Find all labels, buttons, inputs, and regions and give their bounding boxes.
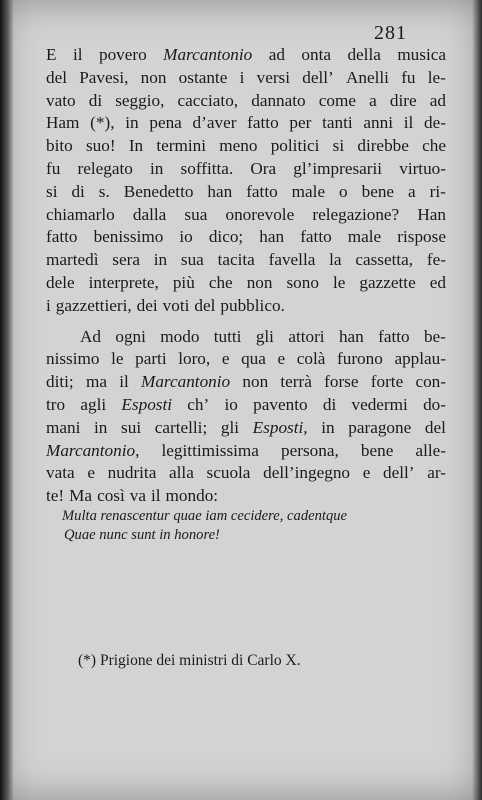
word: be- [423,326,446,346]
word: parti [135,349,167,369]
word: tanti [322,113,353,133]
word: Esposti, [252,417,308,437]
word: pavento [253,394,308,414]
word: va [129,486,146,506]
word: Ma [69,486,93,506]
word: i [46,295,51,315]
word: io [179,227,193,247]
word: agli [80,394,107,414]
word: termini [156,136,207,156]
word: sera [112,250,140,270]
page-number: 281 [374,22,407,44]
word: del [424,417,446,437]
paragraph-1 [46,44,446,318]
word: Ora [250,158,277,178]
word: dalla [132,204,167,224]
word: fatto [246,181,278,201]
word: a [408,181,416,201]
text-line [46,135,446,158]
word: di [71,181,85,201]
word: qua [241,349,266,369]
text-line [46,326,446,349]
word: fatto [46,227,78,247]
word: il [403,113,414,133]
word: ar- [427,463,446,483]
word: voti [162,295,190,315]
word: della [347,45,381,64]
paragraph-2 [46,326,446,508]
word: Marcantonio [141,372,231,392]
word: che [208,272,233,292]
word: le [111,349,124,369]
quote-line: Quae nunc sunt in honore! [64,527,220,543]
word: e [277,349,286,369]
word: fatto [300,227,332,247]
word: in [150,158,164,178]
word: dell’ [302,67,334,87]
word: pena [149,113,182,133]
word: in [153,250,168,270]
word: persona, [281,440,339,460]
word: Marcantonio [163,45,253,64]
word: tutti [213,326,242,346]
word: cacciato, [177,90,239,110]
word: sua [180,250,204,270]
word: do- [423,394,446,414]
word: male [347,227,382,247]
word: si [46,181,58,201]
word: così [97,486,125,506]
word: direbbe [357,136,409,156]
word: interprete, [88,272,159,292]
word: Ad [80,326,102,346]
word: del [46,67,67,87]
word: ma [85,372,107,392]
text-line [46,394,446,417]
word: Benedetto [123,181,194,201]
word: paragone [348,417,412,437]
quote-line: Multa renascentur quae iam cecidere, cadentque [62,508,348,524]
text-line [46,462,446,485]
word: fatto [378,326,410,346]
text-line [46,295,446,318]
word: del [194,295,216,315]
word: gli [220,417,240,437]
word: bene [360,440,394,460]
word: le- [427,67,446,87]
word: vato [46,90,76,110]
word: In [128,136,144,156]
word: versi [256,67,291,87]
word: Esposti [121,394,173,414]
word: ad [429,90,446,110]
word: non [242,372,269,392]
word: di [88,90,103,110]
word: il [150,486,161,506]
latin-quotation [62,507,402,545]
text-line [46,67,446,90]
word: e [362,463,371,483]
word: nissimo [46,349,100,369]
word: applau- [394,349,446,369]
text-line [46,112,446,135]
word: il [119,372,129,392]
word: rispose [397,227,446,247]
word: politici [270,136,320,156]
word: han [259,227,285,247]
word: bito [46,136,73,156]
word: forte [370,372,404,392]
word: dell’ [383,463,415,483]
word: sono [286,272,319,292]
word: musica [397,45,446,64]
word: fatto [247,113,279,133]
word: vata [46,463,75,483]
word: ch’ [187,394,210,414]
word: scuola [206,463,251,483]
word: virtuo- [399,158,446,178]
word: gl’impresarii [293,158,383,178]
word: (*), [90,113,115,133]
text-line [46,417,446,440]
word: de- [424,113,446,133]
word: forse [324,372,359,392]
word: soffitta. [180,158,234,178]
word: i [239,67,245,87]
word: d’aver [192,113,237,133]
word: tacita [217,250,255,270]
text-line [46,249,446,272]
word: modo [160,326,200,346]
word: Ham [46,113,80,133]
text-line [46,158,446,181]
word: fu [46,158,61,178]
word: han [338,326,364,346]
word: il [72,45,83,64]
word: furono [337,349,383,369]
word: dele [46,272,75,292]
word: Pavesi, [79,67,129,87]
word: attori [288,326,325,346]
word: gli [255,326,274,346]
word: benissimo [93,227,164,247]
word: chiamarlo [46,204,115,224]
word: più [172,272,195,292]
word: male [291,181,326,201]
text-line [46,348,446,371]
word: di [322,394,337,414]
word: relegato [77,158,133,178]
word: E [46,45,57,64]
word: suo! [85,136,116,156]
word: le [332,272,346,292]
body-text [46,44,446,508]
word: cartelli; [154,417,208,437]
word: Marcantonio, [46,440,140,460]
word: a [369,90,377,110]
word: relegazione? [312,204,400,224]
word: ogni [115,326,146,346]
text-line [46,226,446,249]
word: fu [401,67,416,87]
page-binding-shadow [0,0,14,800]
word: in [94,417,108,437]
text-line [46,272,446,295]
word: mani [46,417,81,437]
word: favella [268,250,316,270]
word: e [87,463,95,483]
word: alla [169,463,194,483]
word: non [246,272,273,292]
word: loro, [178,349,211,369]
word: anni [363,113,393,133]
word: meno [219,136,258,156]
word: per [289,113,312,133]
word: dei [136,295,158,315]
word: han [207,181,233,201]
word: Han [417,204,446,224]
word: con- [415,372,446,392]
word: nudrita [107,463,157,483]
word: che [422,136,446,156]
word: come [318,90,357,110]
word: povero [98,45,147,64]
text-line [46,44,446,67]
word: ed [429,272,446,292]
word: alle- [415,440,446,460]
word: onta [301,45,331,64]
text-line [46,90,446,113]
word: colà [296,349,326,369]
word: tro [46,394,66,414]
text-line [46,440,446,463]
word: mondo: [165,486,219,506]
word: in [125,113,139,133]
word: s. [98,181,110,201]
word: non [140,67,167,87]
text-line [46,485,446,508]
word: ri- [429,181,446,201]
word: cassetta, [355,250,414,270]
word: te! [46,486,65,506]
word: onorevole [225,204,295,224]
word: in [321,417,335,437]
word: si [332,136,345,156]
word: dire [389,90,417,110]
word: diti; [46,372,74,392]
word: terrà [280,372,312,392]
footnote: (*) Prigione dei ministri di Carlo X. [78,652,301,669]
word: sua [184,204,208,224]
word: martedì [46,250,99,270]
word: pubblico. [220,295,285,315]
word: e [221,349,230,369]
word: la [329,250,342,270]
word: bene [361,181,395,201]
word: legittimissima [161,440,259,460]
word: dico; [208,227,244,247]
text-line [46,371,446,394]
word: sui [121,417,142,437]
word: dannato [251,90,306,110]
text-line [46,181,446,204]
word: Anelli [345,67,389,87]
word: gazzettieri, [55,295,132,315]
word: ostante [178,67,228,87]
text-line [46,204,446,227]
word: io [224,394,238,414]
word: seggio, [115,90,165,110]
word: vedermi [351,394,408,414]
page-edge-shadow [472,0,482,800]
word: fe- [426,250,446,270]
word: o [339,181,348,201]
word: ad [268,45,285,64]
word: dell’ingegno [263,463,351,483]
word: gazzette [359,272,416,292]
